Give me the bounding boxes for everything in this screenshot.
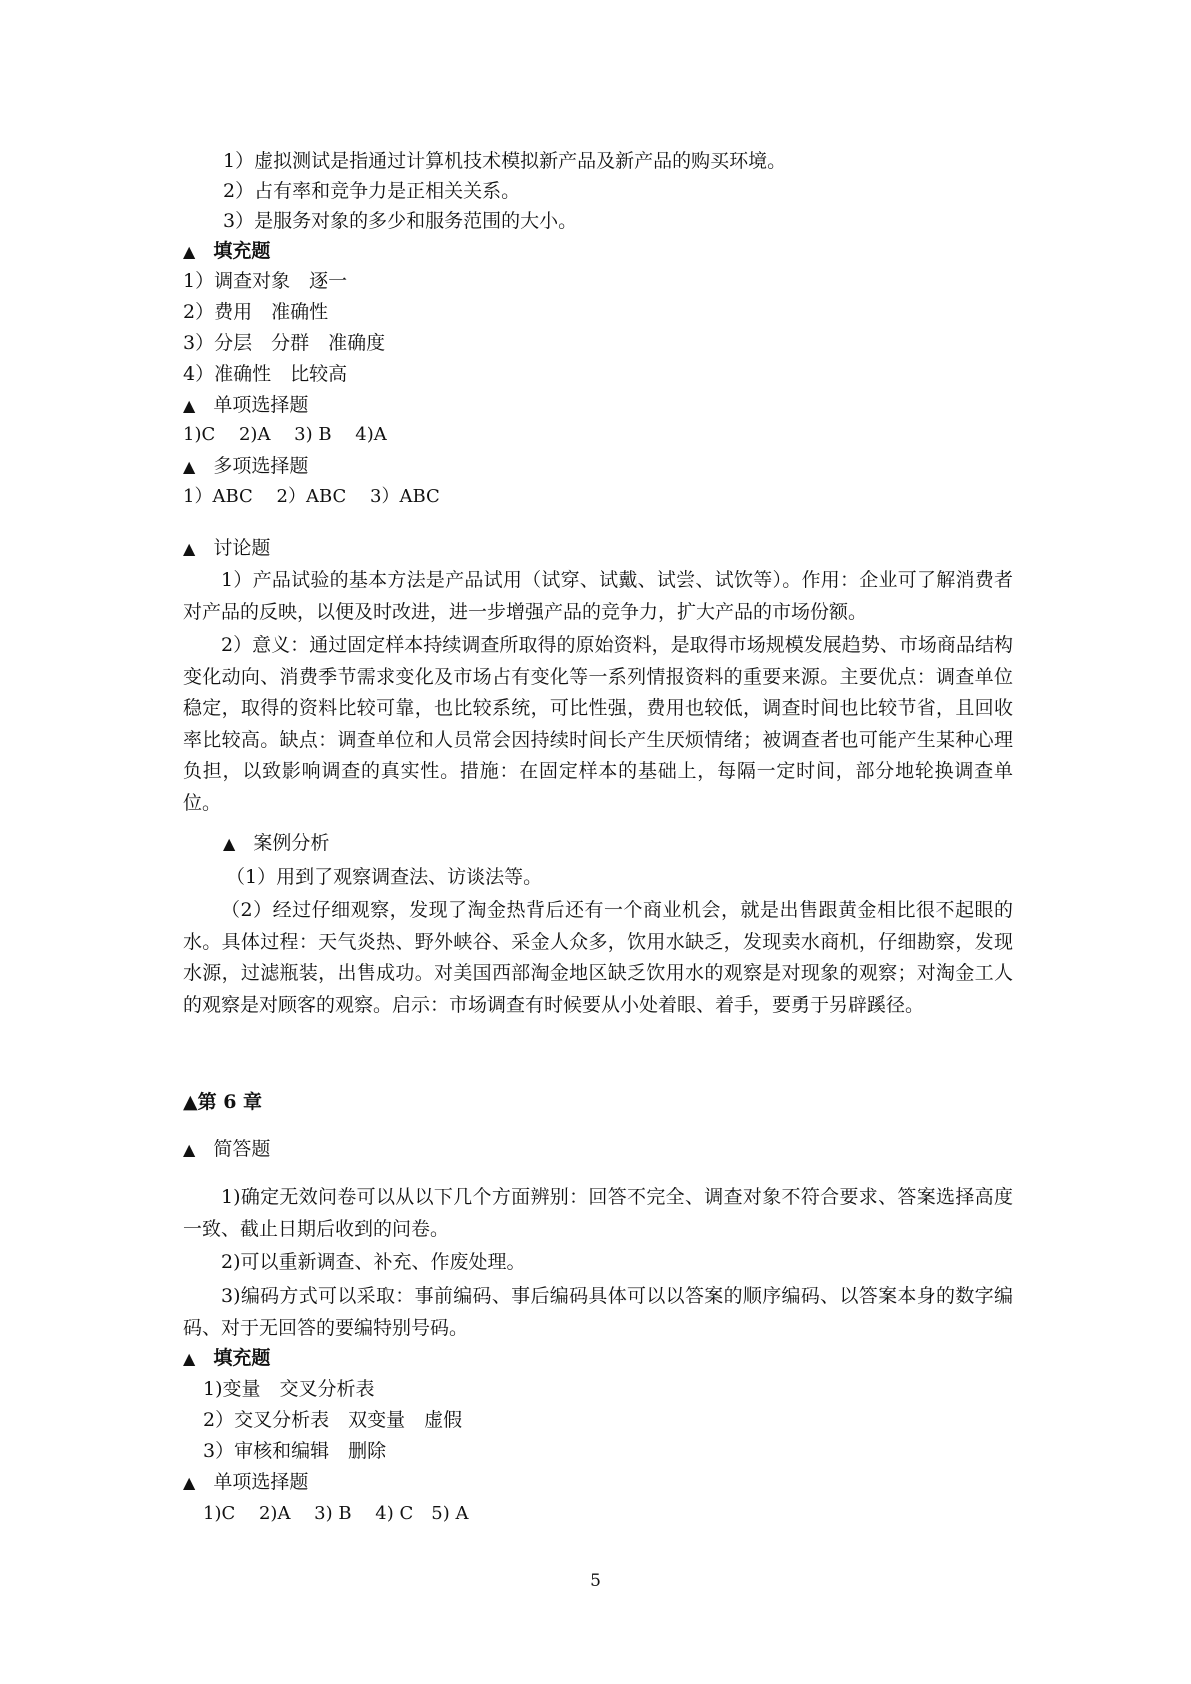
page-number: 5 [590, 1571, 601, 1591]
chapter-title: ▲第 6 章 [183, 1091, 263, 1113]
taolun-paragraph-2: 2）意义：通过固定样本持续调查所取得的原始资料，是取得市场规模发展趋势、市场商品结构变化动向、消费季节需求变化及市场占有变化等一系列情报资料的重要来源。主要优点：调查单位稳定，取得的资料比较可靠，也比较系统，可比性强，费用也较低，调查时间也比较节省，且回收率比较高。缺点：调查单位和人员常会因持续时间长产生厌烦情绪；被调查者也可能产生某种心理负担，以致影响调查的真实性。措施：在固定样本的基础上，每隔一定时间，部分地轮换调查单位。 [183, 634, 1013, 814]
triangle-icon: ▲ [183, 1140, 196, 1159]
ch6-tianchong-heading [183, 1344, 270, 1373]
anli-paragraph-1: （1）用到了观察调查法、访谈法等。 [226, 866, 543, 888]
anli-paragraph-2: （2）经过仔细观察，发现了淘金热背后还有一个商业机会，就是出售跟黄金相比很不起眼的水。具体过程：天气炎热、野外峡谷、采金人众多，饮用水缺乏，发现卖水商机，仔细勘察，发现水源，过滤瓶装，出售成功。对美国西部淘金地区缺乏饮用水的观察是对现象的观察；对淘金工人的观察是对顾客的观察。启示：市场调查有时候要从小处着眼、着手，要勇于另辟蹊径。 [183, 899, 1013, 1016]
ch6-tianchong-item-1: 1)变量 交叉分析表 [203, 1378, 375, 1400]
triangle-icon: ▲ [183, 242, 196, 261]
jianda-item-3: 3）是服务对象的多少和服务范围的大小。 [223, 210, 578, 232]
ch6-tianchong-heading-label: 填充题 [213, 1347, 271, 1369]
tianchong-item-3: 3）分层 分群 准确度 [183, 332, 386, 354]
ch6-jianda-heading-label: 简答题 [213, 1138, 271, 1160]
danxiang-heading [183, 391, 308, 420]
triangle-icon: ▲ [183, 539, 196, 558]
triangle-icon: ▲ [183, 1349, 196, 1368]
ch6-jianda-paragraph-3: 3)编码方式可以采取：事前编码、事后编码具体可以以答案的顺序编码、以答案本身的数字编码、对于无回答的要编特别号码。 [183, 1285, 1013, 1339]
ch6-tianchong-item-2: 2）交叉分析表 双变量 虚假 [203, 1409, 463, 1431]
ch6-tianchong-item-3: 3）审核和编辑 删除 [203, 1440, 387, 1462]
triangle-icon: ▲ [183, 396, 196, 415]
anli-heading-label: 案例分析 [253, 832, 330, 854]
tianchong-item-2: 2）费用 准确性 [183, 301, 329, 323]
ch6-danxiang-heading-label: 单项选择题 [213, 1471, 309, 1493]
ch6-danxiang-heading [183, 1468, 308, 1497]
ch6-danxiang-answers: 1)C 2)A 3) B 4) C 5) A [203, 1503, 469, 1524]
ch6-jianda-heading [183, 1135, 270, 1164]
danxiang-heading-label: 单项选择题 [213, 394, 309, 416]
taolun-heading-label: 讨论题 [213, 537, 271, 559]
tianchong-heading-label: 填充题 [213, 240, 271, 262]
jianda-item-2: 2）占有率和竞争力是正相关关系。 [223, 180, 521, 202]
jianda-item-1: 1）虚拟测试是指通过计算机技术模拟新产品及新产品的购买环境。 [223, 150, 787, 172]
taolun-paragraph-1: 1）产品试验的基本方法是产品试用（试穿、试戴、试尝、试饮等）。作用：企业可了解消费者对产品的反映，以便及时改进，进一步增强产品的竞争力，扩大产品的市场份额。 [183, 569, 1013, 623]
tianchong-item-4: 4）准确性 比较高 [183, 363, 348, 385]
ch6-jianda-paragraph-1: 1)确定无效问卷可以从以下几个方面辨别：回答不完全、调查对象不符合要求、答案选择高度一致、截止日期后收到的问卷。 [183, 1186, 1013, 1240]
tianchong-item-1: 1）调查对象 逐一 [183, 270, 348, 292]
duoxiang-heading [183, 452, 308, 481]
taolun-heading [183, 534, 270, 563]
duoxiang-answers: 1）ABC 2）ABC 3）ABC [183, 486, 440, 507]
tianchong-heading [183, 237, 270, 266]
anli-heading [223, 829, 329, 858]
danxiang-answers: 1)C 2)A 3) B 4)A [183, 424, 387, 445]
duoxiang-heading-label: 多项选择题 [213, 455, 309, 477]
triangle-icon: ▲ [183, 457, 196, 476]
triangle-icon: ▲ [183, 1473, 196, 1492]
ch6-jianda-paragraph-2: 2)可以重新调查、补充、作废处理。 [221, 1251, 526, 1273]
triangle-icon: ▲ [223, 834, 236, 853]
